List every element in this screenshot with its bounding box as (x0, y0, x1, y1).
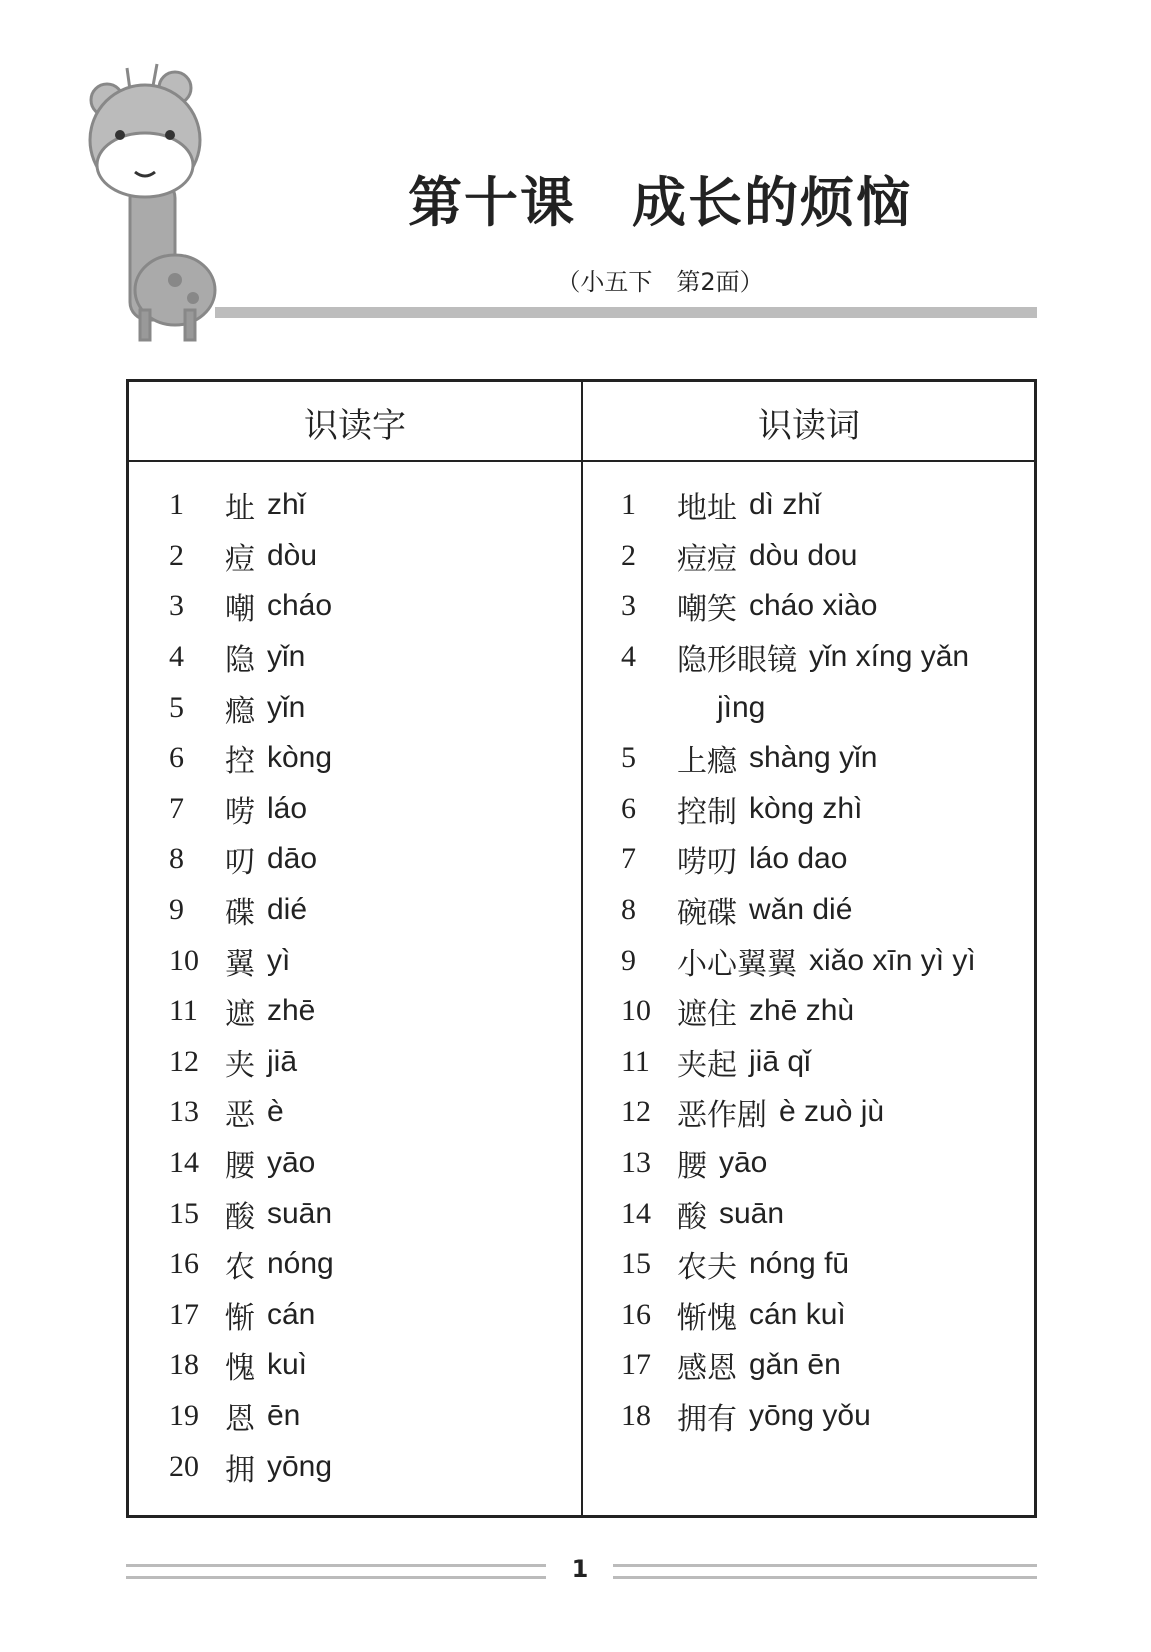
list-item (169, 834, 334, 885)
hanzi: 翼 (225, 946, 255, 982)
list-item (169, 581, 334, 632)
list-item (621, 531, 976, 582)
list-item (169, 935, 334, 986)
item-number: 16 (169, 1247, 199, 1281)
item-number: 8 (621, 893, 636, 927)
item-number: 12 (621, 1095, 651, 1129)
list-item (621, 834, 976, 885)
hanzi: 愧 (225, 1351, 255, 1387)
hanzi: 唠 (225, 794, 255, 830)
pinyin: láo dao (749, 842, 848, 876)
item-number: 2 (621, 538, 636, 572)
pinyin-continuation (621, 682, 976, 733)
pinyin: cán (267, 1297, 316, 1331)
pinyin: jìng (717, 690, 766, 724)
list-item (621, 1391, 976, 1442)
list-item (169, 1138, 334, 1189)
item-number: 6 (169, 741, 184, 775)
pinyin: yāo (719, 1146, 768, 1180)
list-item (169, 480, 334, 531)
lesson-title: 第十课 成长的烦恼 (408, 170, 912, 234)
pinyin: zhē (267, 994, 316, 1028)
pinyin: ēn (267, 1398, 301, 1432)
left-column-heading: 识读字 (304, 406, 406, 446)
list-item (169, 1239, 334, 1290)
pinyin: yǐn xíng yǎn (809, 640, 970, 674)
item-number: 11 (169, 994, 198, 1028)
item-number: 1 (621, 488, 636, 522)
vocabulary-table (126, 379, 1037, 1518)
list-item (169, 531, 334, 582)
hanzi: 酸 (225, 1199, 255, 1235)
hanzi: 遮住 (677, 997, 737, 1033)
item-number: 14 (621, 1196, 651, 1230)
pinyin: nóng fū (749, 1247, 850, 1281)
item-number: 17 (169, 1297, 199, 1331)
pinyin: jiā (267, 1044, 298, 1078)
item-number: 3 (169, 589, 184, 623)
list-item (621, 733, 976, 784)
list-item (621, 1188, 976, 1239)
hanzi: 隐 (225, 643, 255, 679)
pinyin: cán kuì (749, 1297, 846, 1331)
list-item (621, 480, 976, 531)
list-item (169, 1037, 334, 1088)
list-item (621, 1037, 976, 1088)
item-number: 7 (169, 791, 184, 825)
hanzi: 感恩 (677, 1351, 737, 1387)
hanzi: 痘 (225, 541, 255, 577)
list-item (621, 1138, 976, 1189)
list-item (169, 1391, 334, 1442)
footer-line-left (126, 1564, 546, 1579)
pinyin: shàng yǐn (749, 741, 878, 775)
hanzi: 上瘾 (677, 744, 737, 780)
list-item (169, 986, 334, 1037)
list-item (621, 784, 976, 835)
hanzi: 控制 (677, 794, 737, 830)
hanzi: 嘲笑 (677, 592, 737, 628)
hanzi: 瘾 (225, 693, 255, 729)
hanzi: 惭愧 (677, 1300, 737, 1336)
list-item (169, 632, 334, 683)
item-number: 5 (169, 690, 184, 724)
item-number: 18 (621, 1398, 651, 1432)
hanzi: 恶作剧 (677, 1098, 767, 1134)
pinyin: yōng yǒu (749, 1398, 871, 1432)
pinyin: yāo (267, 1146, 316, 1180)
page-number: 1 (571, 1555, 589, 1583)
pinyin: zhǐ (267, 488, 306, 522)
item-number: 7 (621, 842, 636, 876)
item-number: 2 (169, 538, 184, 572)
list-item (621, 885, 976, 936)
list-item (621, 1290, 976, 1341)
header-divider-bar (215, 307, 1037, 318)
item-number: 17 (621, 1348, 651, 1382)
item-number: 9 (169, 893, 184, 927)
column-divider (581, 382, 583, 1515)
item-number: 13 (621, 1146, 651, 1180)
hanzi: 嘲 (225, 592, 255, 628)
item-number: 16 (621, 1297, 651, 1331)
hanzi: 地址 (677, 491, 737, 527)
pinyin: dì zhǐ (749, 488, 821, 522)
item-number: 10 (621, 994, 651, 1028)
item-number: 10 (169, 943, 199, 977)
hanzi: 小心翼翼 (677, 946, 797, 982)
item-number: 18 (169, 1348, 199, 1382)
lesson-subtitle: （小五下 第2面） (556, 268, 764, 296)
item-number: 6 (621, 791, 636, 825)
pinyin: suān (267, 1196, 333, 1230)
item-number: 3 (621, 589, 636, 623)
pinyin: yǐn (267, 640, 306, 674)
hanzi: 拥 (225, 1452, 255, 1488)
hanzi: 农夫 (677, 1250, 737, 1286)
pinyin: kuì (267, 1348, 308, 1382)
hanzi: 酸 (677, 1199, 707, 1235)
list-item (169, 682, 334, 733)
item-number: 11 (621, 1044, 650, 1078)
hanzi: 恶 (225, 1098, 255, 1134)
pinyin: nóng (267, 1247, 334, 1281)
item-number: 5 (621, 741, 636, 775)
pinyin: è zuò jù (779, 1095, 885, 1129)
list-item (169, 1340, 334, 1391)
item-number: 15 (621, 1247, 651, 1281)
pinyin: gǎn ēn (749, 1348, 841, 1382)
pinyin: cháo xiào (749, 589, 878, 623)
pinyin: yì (267, 943, 291, 977)
item-number: 14 (169, 1146, 199, 1180)
pinyin: yōng (267, 1449, 333, 1483)
header-row-divider (129, 460, 1034, 462)
item-number: 9 (621, 943, 636, 977)
hanzi: 碟 (225, 896, 255, 932)
pinyin: dòu (267, 538, 318, 572)
pinyin: dié (267, 893, 308, 927)
hanzi: 控 (225, 744, 255, 780)
list-item (621, 581, 976, 632)
list-item (621, 1087, 976, 1138)
pinyin: yǐn (267, 690, 306, 724)
item-number: 4 (621, 640, 636, 674)
pinyin: dāo (267, 842, 318, 876)
pinyin: è (267, 1095, 284, 1129)
footer-line-right (613, 1564, 1037, 1579)
giraffe-illustration (75, 60, 235, 360)
item-number: 1 (169, 488, 184, 522)
item-number: 12 (169, 1044, 199, 1078)
list-item (621, 935, 976, 986)
list-item (169, 885, 334, 936)
hanzi: 惭 (225, 1300, 255, 1336)
hanzi: 唠叨 (677, 845, 737, 881)
pinyin: cháo (267, 589, 333, 623)
list-item (169, 1188, 334, 1239)
hanzi: 夹起 (677, 1047, 737, 1083)
pinyin: wǎn dié (749, 893, 853, 927)
item-number: 4 (169, 640, 184, 674)
pinyin: suān (719, 1196, 785, 1230)
list-item (621, 986, 976, 1037)
character-list (169, 480, 334, 1492)
hanzi: 拥有 (677, 1401, 737, 1437)
right-column-heading: 识读词 (758, 406, 860, 446)
pinyin: zhē zhù (749, 994, 855, 1028)
hanzi: 碗碟 (677, 896, 737, 932)
list-item (169, 733, 334, 784)
hanzi: 痘痘 (677, 541, 737, 577)
list-item (169, 784, 334, 835)
item-number: 19 (169, 1398, 199, 1432)
hanzi: 农 (225, 1250, 255, 1286)
item-number: 13 (169, 1095, 199, 1129)
hanzi: 恩 (225, 1401, 255, 1437)
pinyin: xiǎo xīn yì yì (809, 943, 976, 977)
hanzi: 腰 (225, 1149, 255, 1185)
list-item (621, 632, 976, 683)
pinyin: láo (267, 791, 308, 825)
pinyin: dòu dou (749, 538, 858, 572)
pinyin: jiā qǐ (749, 1044, 811, 1078)
hanzi: 腰 (677, 1149, 707, 1185)
hanzi: 遮 (225, 997, 255, 1033)
list-item (169, 1441, 334, 1492)
list-item (169, 1087, 334, 1138)
item-number: 15 (169, 1196, 199, 1230)
hanzi: 隐形眼镜 (677, 643, 797, 679)
hanzi: 夹 (225, 1047, 255, 1083)
item-number: 8 (169, 842, 184, 876)
hanzi: 叨 (225, 845, 255, 881)
item-number: 20 (169, 1449, 199, 1483)
hanzi: 址 (225, 491, 255, 527)
list-item (621, 1239, 976, 1290)
list-item (621, 1340, 976, 1391)
list-item (169, 1290, 334, 1341)
pinyin: kòng zhì (749, 791, 863, 825)
word-list (621, 480, 976, 1441)
pinyin: kòng (267, 741, 333, 775)
